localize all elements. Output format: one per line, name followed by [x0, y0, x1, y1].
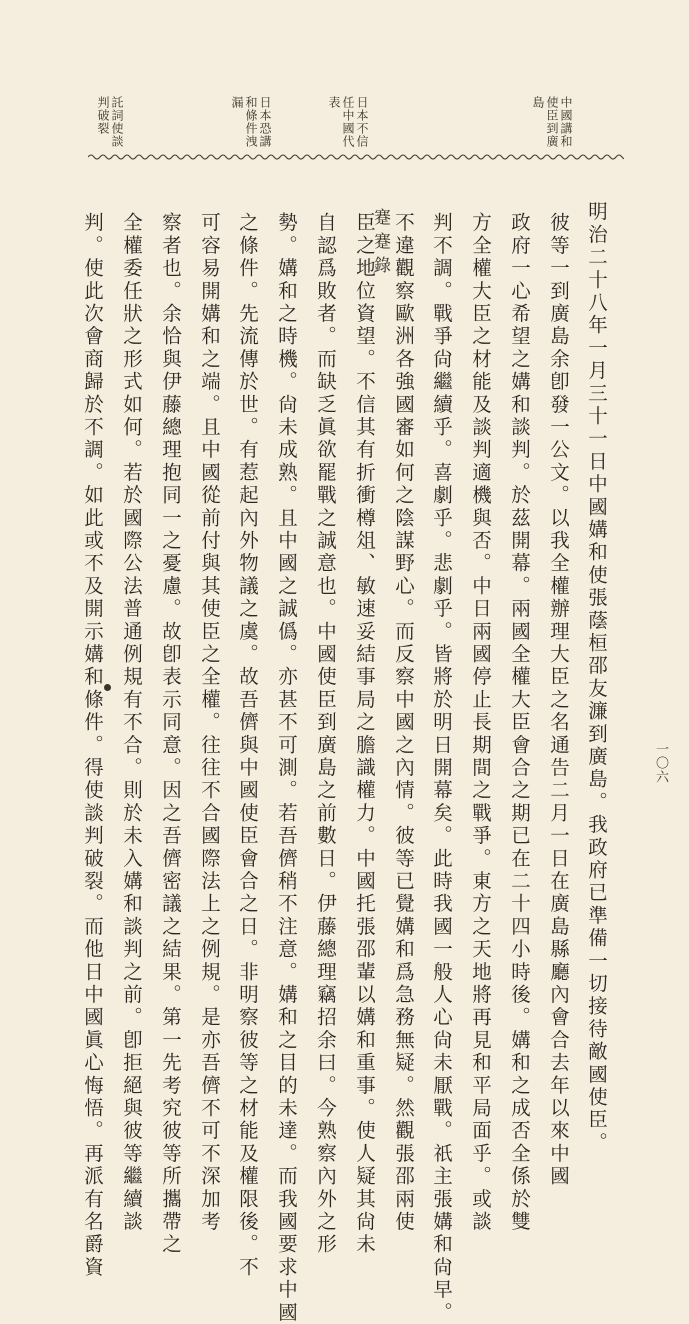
running-title: 蹇蹇錄: [370, 208, 390, 280]
margin-note-line: 判破裂: [96, 96, 110, 135]
margin-note-line: 託詞使談: [110, 96, 124, 148]
body-column: 臣之地位資望。不信其有折衝樽俎、敏速妥結事局之膽識權力。中國托張邵輩以媾和重事。使人疑其尙未: [353, 212, 376, 1257]
body-column: 不違觀察歐洲各強國審如何之陰謀野心。而反察中國之內情。彼等已覺媾和爲急務無疑。然觀張邵兩使: [392, 212, 415, 1234]
margin-note-line: 和條件洩: [244, 96, 258, 148]
body-column: 可容易開媾和之端。且中國從前付與其使臣之全權。往往不合國際法上之例規。是亦吾儕不可不深加考: [198, 212, 221, 1234]
wavy-divider: [88, 150, 624, 164]
margin-note-line: 島: [531, 96, 545, 109]
body-column: 察者也。余恰與伊藤總理抱同一之憂慮。故卽表示同意。因之吾儕密議之結果。第一先考究彼等所攜帶之: [159, 212, 182, 1257]
margin-note-line: 使臣到廣: [545, 96, 559, 148]
body-column: 明治二十八年一月三十一日中國媾和使張蔭桓邵友濂到廣島。我政府已準備一切接待敵國使臣。: [585, 201, 608, 1155]
margin-note-line: 表: [327, 96, 341, 109]
margin-note-line: 任中國代: [341, 96, 355, 148]
body-column: 之條件。先流傳於世。有惹起內外物議之虞。故吾儕與中國使臣會合之日。非明察彼等之材能及權限後。不: [236, 212, 259, 1279]
body-column: 判不調。戰爭尙繼續乎。喜劇乎。悲劇乎。皆將於明日開幕矣。此時我國一般人心尙未厭戰。祇主張媾和尙早。: [430, 212, 453, 1324]
margin-note-line: 日本恐講: [258, 96, 272, 148]
page-number: 一〇六: [653, 742, 668, 784]
body-column: 自認爲敗者。而缺乏眞欲罷戰之誠意也。中國使臣到廣島之前數日。伊藤總理竊招余曰。今熟察內外之形: [314, 212, 337, 1257]
ink-spot: [104, 684, 111, 691]
body-column: 方全權大臣之材能及談判適機與否。中日兩國停止長期間之戰爭。東方之天地將再見和平局面乎。或談: [469, 212, 492, 1234]
body-column: 判。使此次會商歸於不調。如此或不及開示媾和條件。得使談判破裂。而他日中國眞心悔悟。再派有名爵資: [81, 212, 104, 1279]
body-column: 全權委任狀之形式如何。若於國際公法普通例規有不合。則於未入媾和談判之前。卽拒絕與彼等繼續談: [120, 212, 143, 1234]
body-column: 彼等一到廣島余卽發一公文。以我全權辦理大臣之名通告二月一日在廣島縣廳內會合去年以來中國: [547, 212, 570, 1189]
margin-note-line: 中國講和: [559, 96, 573, 148]
body-column: 政府一心希望之媾和談判。於茲開幕。兩國全權大臣會合之期已在二十四小時後。媾和之成否全係於雙: [508, 212, 531, 1234]
body-column: 勢。媾和之時機。尙未成熟。且中國之誠僞。亦甚不可測。若吾儕稍不注意。媾和之目的未達。而我國要求中國: [275, 212, 298, 1324]
margin-note-line: 漏: [230, 96, 244, 109]
margin-note-line: 日本不信: [355, 96, 369, 148]
